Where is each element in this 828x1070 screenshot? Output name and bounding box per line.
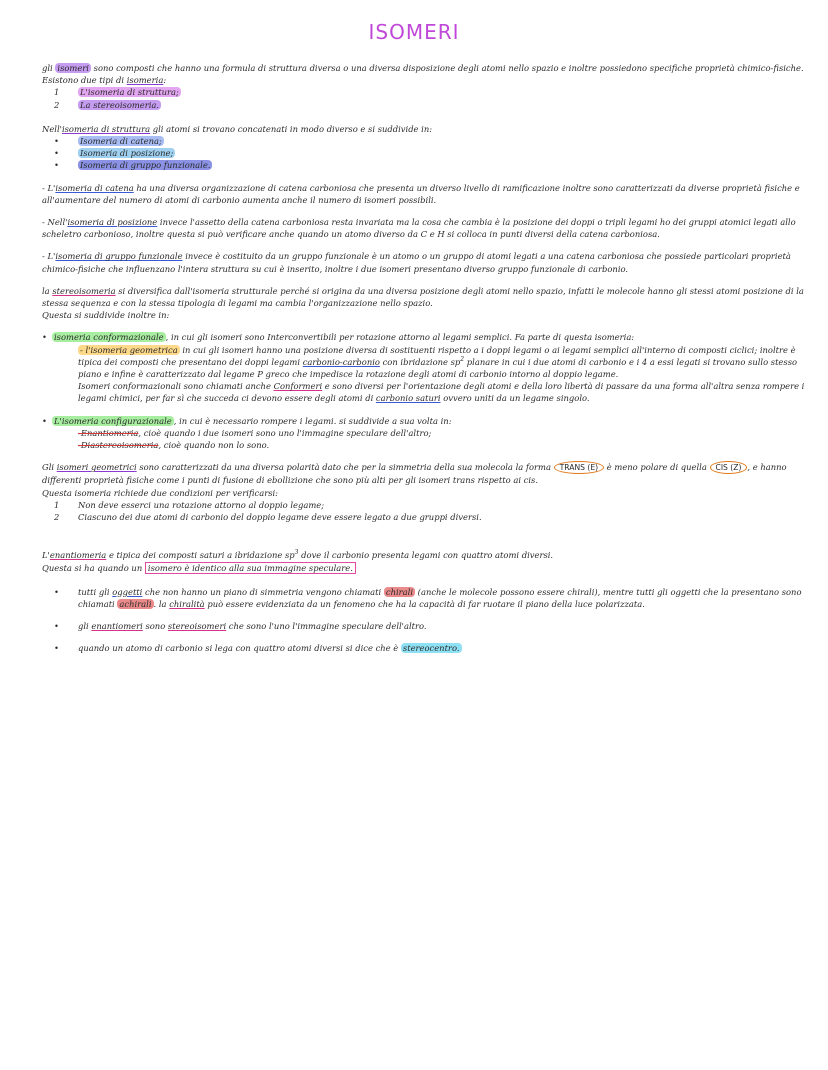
list-item <box>42 147 810 159</box>
text: , e hanno differenti proprietà fisiche come i punti di fusione di ebollizione che sono più alti per gli isomeri trans rispetto ai cis. <box>42 462 787 486</box>
text: Isomeri conformazionali sono chiamati anche <box>78 381 274 392</box>
term-stereocentro: stereocentro. <box>402 643 460 654</box>
text: si diversifica dall'isomeria strutturale perché si origina da una diversa posizione degli atomi nello spazio, infatti le molecole hanno gli stessi atomi posizione di la stessa sequenza e con la stessa tipologia di legami ma cambia l'organizzazione nello spazio. <box>42 285 804 309</box>
list-text: L'isomeria di struttura; <box>80 87 179 98</box>
text: che non hanno un piano di simmetria vengono chiamati <box>142 586 384 597</box>
term-diastereoisomeria: -Diastereoisomeria <box>78 440 159 451</box>
text: - L' <box>42 251 56 262</box>
text: gli <box>78 621 92 632</box>
notes-body <box>42 62 810 665</box>
term-isomeria-struttura: isomeria di struttura <box>61 123 151 134</box>
list-item <box>42 99 810 111</box>
text: dove il carbonio presenta legami con quattro atomi diversi. <box>298 550 554 561</box>
list-item <box>42 586 810 610</box>
conformazionale-paragraph <box>42 331 810 343</box>
enantiomeria-line <box>42 427 810 439</box>
text: invece l'assetto della catena carboniosa resta invariata ma la cosa che cambia è la posizione dei doppi o tripli legami ho dei gruppi atomici legati allo scheletro carbonioso, inoltre questa si può verificare anche quando un atomo diverso da C e H si colloca in punti diversi della catena carboniosa. <box>42 217 796 240</box>
intro-paragraph <box>42 62 810 74</box>
term-conformeri: Conformeri <box>273 381 323 392</box>
chirality-list <box>42 586 810 655</box>
geometrici-paragraph <box>42 461 810 486</box>
term-enantiomeri: enantiomeri <box>91 621 143 632</box>
list-item <box>42 620 810 632</box>
term-isomeri: isomeri <box>57 63 89 73</box>
term-isomeria-configurazionale: L'isomeria configurazionale <box>54 415 172 426</box>
text: , cioè quando non lo sono. <box>158 440 270 451</box>
list-item <box>42 511 810 523</box>
text: quando un atomo di carbonio si lega con quattro atomi diversi si dice che è <box>78 643 401 654</box>
term-isomeria-posizione: isomeria di posizione <box>67 217 158 228</box>
list-text: Isomeria di catena; <box>80 136 162 147</box>
text: che sono l'uno l'immagine speculare dell'altro. <box>226 621 427 632</box>
list-number: 1 <box>54 499 60 510</box>
text: , in cui gli isomeri sono Interconvertibili per rotazione attorno al legami semplici. Fa parte di questa isomeria: <box>165 332 635 343</box>
enantiomeria-paragraph <box>42 549 810 561</box>
text: e sono diversi per l'orientazione degli atomi e della loro libertà di passare da una forma all'altra senza rompere i legami chimici, per far sì che succeda ci devono essere degli atomi di <box>78 381 805 404</box>
page-title: ISOMERI <box>368 20 460 44</box>
text: Nell' <box>42 123 62 134</box>
text: ha una diversa organizzazione di catena carboniosa che presenta un diverso livello di ramificazione inoltre sono caratterizzati da diverse proprietà fisiche e all'aumentare del numero di atomi di carbonio aumenta anche il numero di isomeri possibili. <box>42 182 800 205</box>
list-number: 2 <box>54 99 60 110</box>
conditions-list <box>42 499 810 523</box>
term-isomeri-geometrici: isomeri geometrici <box>56 462 137 473</box>
superscript: 3 <box>294 549 299 557</box>
list-number: 2 <box>54 512 60 523</box>
catena-paragraph <box>42 182 810 206</box>
term-isomeria-catena: isomeria di catena <box>55 182 134 193</box>
text: con ibridazione sp <box>379 356 461 367</box>
trans-circle: TRANS (E) <box>554 461 604 474</box>
text: invece è costituito da un gruppo funzionale è un atomo o un gruppo di atomi legati a una catena carboniosa che possiede particolari proprietà chimico-fisiche che influenzano l'intera struttura su cui è inserito, inoltre i due isomeri presentano diverso gruppo funzionale di carbonio. <box>42 251 791 274</box>
term-isomeria-funzionale: isomeria di gruppo funzionale <box>55 251 183 262</box>
term-isomeria-conformazionale: isomeria conformazionale <box>54 332 164 343</box>
term-achirali: achirali <box>119 598 152 609</box>
text: gli atomi si trovano concatenati in modo diverso e si suddivide in: <box>150 123 433 134</box>
text: : <box>163 75 167 86</box>
text: - L' <box>42 182 56 193</box>
text: sono <box>142 621 168 632</box>
text: tutti gli <box>78 586 113 597</box>
text: ovvero uniti da un legame singolo. <box>440 393 590 404</box>
list-text: La stereoisomeria. <box>80 99 160 110</box>
list-item <box>42 642 810 654</box>
list-item <box>42 135 810 147</box>
term-stereoisomeria: stereoisomeria <box>52 285 116 296</box>
conformeri-paragraph <box>42 380 810 404</box>
term-carbonio-carbonio: carbonio-carbonio <box>302 356 380 367</box>
geometrici-conditions-line: Questa isomeria richiede due condizioni per verificarsi: <box>42 487 279 498</box>
cis-circle: CIS (Z) <box>710 461 748 474</box>
stereo-paragraph <box>42 285 810 309</box>
stereo-subdivide-line: Questa si suddivide inoltre in: <box>42 310 170 321</box>
text: la <box>42 285 53 296</box>
list-item <box>42 86 810 98</box>
term-isomeria: isomeria <box>126 75 164 86</box>
text: - Nell' <box>42 217 68 228</box>
list-number: 1 <box>54 87 60 98</box>
text: può essere evidenziata da un fenomeno che ha la capacità di far ruotare il piano della luce polarizzata. <box>204 598 645 609</box>
text: Questa si ha quando un <box>42 562 145 573</box>
term-isomeria-geometrica: - l'isomeria geometrica <box>80 344 178 355</box>
text: in cui gli isomeri hanno una posizione diversa di sostituenti rispetto a i doppi legami o ai legami semplici all'interno di composti ciclici; inoltre è tipica dei composti che presentano dei doppi legami <box>78 344 796 367</box>
term-chirali: chirali <box>385 586 414 597</box>
text: planare in cui i due atomi di carbonio e i 4 a essi legati si trovano sullo stesso piano e infine è caratterizzato dal legame P greco che impedisce la rotazione degli atomi di carbonio intorno al doppio legame. <box>78 356 798 380</box>
term-stereoisomeri: stereoisomeri <box>167 621 227 632</box>
term-enantiomeria: -Enantiomeria <box>78 427 139 438</box>
term-carbonio-saturi: carbonio saturi <box>375 393 441 404</box>
text: L' <box>42 550 50 561</box>
funzionale-paragraph <box>42 250 810 274</box>
text: (anche le molecole possono essere chirali), mentre tutti gli oggetti che la presentano sono chiamati <box>78 586 802 609</box>
isomeria-types-list <box>42 86 810 110</box>
text: sono composti che hanno una formula di struttura diversa o una diversa disposizione degli atomi nello spazio e inoltre possiedono specifiche proprietà chimico-fisiche. <box>91 63 804 73</box>
text: gli <box>42 63 56 73</box>
struttura-list <box>42 135 810 172</box>
configurazionale-paragraph <box>42 415 810 427</box>
text: è meno polare di quella <box>604 462 710 473</box>
list-text: Non deve esserci una rotazione attorno al doppio legame; <box>78 499 325 510</box>
list-item <box>42 499 810 511</box>
text: Gli <box>42 462 57 473</box>
text: . la <box>153 598 170 609</box>
text: sono caratterizzati da una diversa polarità dato che per la simmetria della sua molecola la forma <box>136 462 554 473</box>
term-chiralita: chiralità <box>169 598 205 609</box>
term-enantiomeria: enantiomeria <box>49 550 107 561</box>
list-item <box>42 159 810 171</box>
enantiomeria-def-line <box>42 562 810 574</box>
list-text: Isomeria di posizione; <box>80 148 174 159</box>
diastereoisomeria-line <box>42 439 810 451</box>
term-oggetti: oggetti <box>112 586 143 597</box>
text: Esistono due tipi di <box>42 75 127 86</box>
posizione-paragraph <box>42 216 810 240</box>
boxed-definition: isomero è identico alla sua immagine speculare. <box>145 562 356 574</box>
list-text: Ciascuno dei due atomi di carbonio del doppio legame deve essere legato a due gruppi diversi. <box>78 512 482 523</box>
text: , cioè quando i due isomeri sono uno l'immagine speculare dell'altro; <box>138 427 432 438</box>
superscript: 2 <box>460 356 465 364</box>
text: , in cui è necessario rompere i legami. si suddivide a sua volta in: <box>173 415 452 426</box>
intro-types-line <box>42 74 810 86</box>
struttura-paragraph <box>42 123 810 135</box>
text: e tipica dei composti saturi a ibridazione sp <box>106 550 295 561</box>
geometrica-paragraph <box>42 344 810 381</box>
list-text: Isomeria di gruppo funzionale. <box>80 160 211 171</box>
